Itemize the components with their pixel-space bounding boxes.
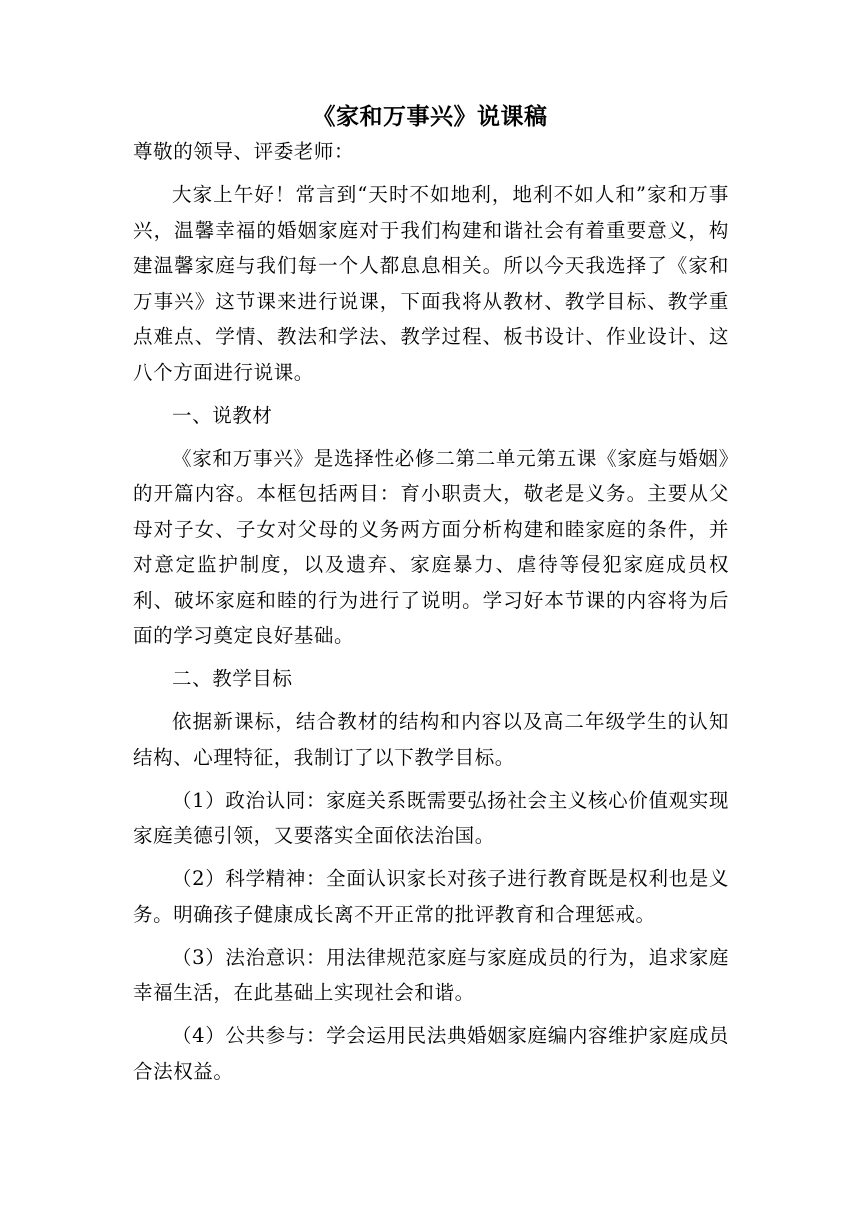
document-body [133,134,729,1097]
section-heading-textbook: 一、说教材 [172,403,273,427]
salutation: 尊敬的领导、评委老师： [133,140,355,163]
objective-item-law: （3）法治意识：用法律规范家庭与家庭成员的行为，追求家庭幸福生活，在此基础上实现社会和谐。 [133,945,729,1004]
paragraph-greeting: 大家上午好！常言到“天时不如地利，地利不如人和”家和万事兴，温馨幸福的婚姻家庭对于我们构建和谐社会有着重要意义，构建温馨家庭与我们每一个人都息息相关。所以今天我选择了《家和万事兴》这节课来进行说课，下面我将从教材、教学目标、教学重点难点、学情、教法和学法、教学过程、板书设计、作业设计、这八个方面进行说课。 [133,183,729,384]
paragraph-objectives-intro: 依据新课标，结合教材的结构和内容以及高二年级学生的认知结构、心理特征，我制订了以下教学目标。 [133,710,729,769]
objective-item-public: （4）公共参与：学会运用民法典婚姻家庭编内容维护家庭成员合法权益。 [133,1024,729,1083]
objective-item-political: （1）政治认同：家庭关系既需要弘扬社会主义核心价值观实现家庭美德引领，又要落实全面依法治国。 [133,788,729,847]
objective-item-science: （2）科学精神：全面认识家长对孩子进行教育既是权利也是义务。明确孩子健康成长离不开正常的批评教育和合理惩戒。 [133,867,729,926]
paragraph-textbook: 《家和万事兴》是选择性必修二第二单元第五课《家庭与婚姻》的开篇内容。本框包括两目：育小职责大，敬老是义务。主要从父母对子女、子女对父母的义务两方面分析构建和睦家庭的条件，并对意定监护制度，以及遗弃、家庭暴力、虐待等侵犯家庭成员权利、破坏家庭和睦的行为进行了说明。学习好本节课的内容将为后面的学习奠定良好基础。 [133,446,729,647]
document-title: 《家和万事兴》说课稿 [312,104,548,130]
section-heading-objectives: 二、教学目标 [172,667,293,690]
